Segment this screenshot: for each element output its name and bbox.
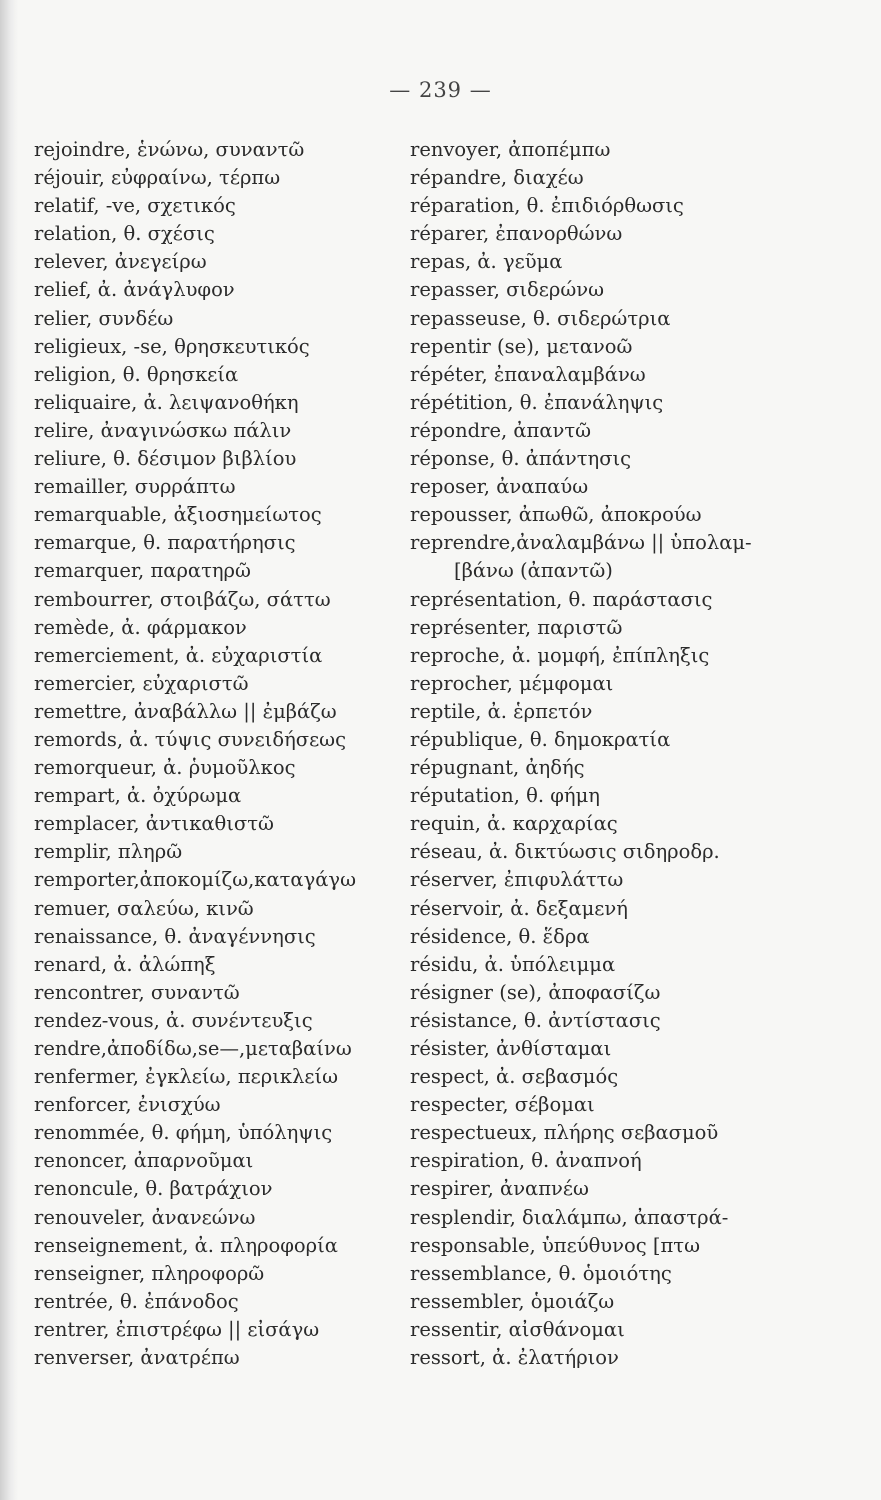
dictionary-entry: renommée, θ. φήμη, ὑπόληψις	[34, 1121, 333, 1145]
dictionary-entry: repentir (se), μετανοῶ	[410, 334, 633, 358]
dictionary-entry: rendez-vous, ἀ. συνέντευξις	[34, 1008, 313, 1032]
dictionary-entry: remerciement, ἀ. εὐχαριστία	[34, 643, 323, 667]
dictionary-entry: répugnant, ἀηδής	[410, 756, 585, 780]
dictionary-entry: renseigner, πληροφορῶ	[34, 1261, 265, 1285]
dictionary-entry: ressentir, αἰσθάνομαι	[410, 1317, 625, 1341]
dictionary-entry: résidence, θ. ἕδρα	[410, 924, 590, 948]
dictionary-entry: résidu, ἀ. ὑπόλειμμα	[410, 952, 616, 976]
dictionary-entry: religion, θ. θρησκεία	[34, 362, 239, 386]
dictionary-entry: relief, ἀ. ἀνάγλυφον	[34, 278, 235, 302]
dictionary-entry: renoncer, ἀπαρνοῦμαι	[34, 1149, 254, 1173]
dictionary-entry: reliquaire, ἀ. λειψανοθήκη	[34, 390, 299, 414]
dictionary-entry: reproche, ἀ. μομφή, ἐπίπληξις	[410, 643, 710, 667]
dictionary-entry: renforcer, ἐνισχύω	[34, 1093, 221, 1117]
dictionary-entry: repasseuse, θ. σιδερώτρια	[410, 306, 671, 330]
dictionary-entry: remords, ἀ. τύψις συνειδήσεως	[34, 727, 346, 751]
dictionary-entry: renouveler, ἀνανεώνω	[34, 1205, 256, 1229]
dictionary-entry: remporter,ἀποκομίζω,καταγάγω	[34, 868, 356, 892]
dictionary-entry: remède, ἀ. φάρμακον	[34, 615, 247, 639]
dictionary-entry: rentrée, θ. ἐπάνοδος	[34, 1289, 239, 1313]
dictionary-entry: rempart, ἀ. ὀχύρωμα	[34, 784, 242, 808]
dictionary-entry: remettre, ἀναβάλλω || ἐμβάζω	[34, 699, 337, 723]
dictionary-entry: renard, ἀ. ἀλώπηξ	[34, 952, 216, 976]
dictionary-entry: représentation, θ. παράστασις	[410, 587, 713, 611]
dictionary-entry: relatif, -ve, σχετικός	[34, 194, 236, 218]
dictionary-entry: resplendir, διαλάμπω, ἀπαστρά-	[410, 1205, 729, 1229]
dictionary-entry: renoncule, θ. βατράχιον	[34, 1177, 273, 1201]
dictionary-entry: remplir, πληρῶ	[34, 840, 183, 864]
dictionary-entry: rendre,ἀποδίδω,se—,μεταβαίνω	[34, 1037, 352, 1060]
dictionary-entry: renverser, ἀνατρέπω	[34, 1346, 240, 1370]
dictionary-entry: remorqueur, ἀ. ῥυμοῦλκος	[34, 756, 296, 780]
dictionary-entry: remarquable, ἀξιοσημείωτος	[34, 503, 322, 527]
dictionary-entry: renseignement, ἀ. πληροφορία	[34, 1233, 338, 1257]
dictionary-entry: réserver, ἐπιφυλάττω	[410, 868, 624, 892]
dictionary-entry: remarquer, παρατηρῶ	[34, 559, 251, 583]
dictionary-entry: renaissance, θ. ἀναγέννησις	[34, 924, 316, 948]
dictionary-entry: responsable, ὑπεύθυνος [πτω	[410, 1233, 700, 1257]
dictionary-entry: respectueux, πλήρης σεβασμοῦ	[410, 1121, 719, 1145]
dictionary-entry: rejoindre, ἑνώνω, συναντῶ	[34, 138, 305, 161]
dictionary-entry: repousser, ἀπωθῶ, ἀποκρούω	[410, 503, 702, 527]
dictionary-entry: [βάνω (ἀπαντῶ)	[454, 559, 613, 583]
dictionary-entry: réseau, ἀ. δικτύωσις σιδηροδρ.	[410, 840, 720, 864]
dictionary-entry: respect, ἀ. σεβασμός	[410, 1065, 619, 1089]
dictionary-entry: respiration, θ. ἀναπνοή	[410, 1149, 642, 1173]
dictionary-entry: remarque, θ. παρατήρησις	[34, 531, 296, 555]
dictionary-entry: répéter, ἐπαναλαμβάνω	[410, 362, 646, 386]
dictionary-entry: remuer, σαλεύω, κινῶ	[34, 896, 254, 920]
dictionary-entry: relever, ἀνεγείρω	[34, 250, 207, 274]
dictionary-entry: reposer, ἀναπαύω	[410, 475, 589, 499]
dictionary-entry: religieux, -se, θρησκευτικός	[34, 334, 310, 358]
dictionary-entry: résigner (se), ἀποφασίζω	[410, 980, 661, 1004]
dictionary-entry: répétition, θ. ἐπανάληψις	[410, 390, 664, 414]
dictionary-entry: repasser, σιδερώνω	[410, 278, 605, 302]
dictionary-entry: reprendre,ἀναλαμβάνω || ὑπολαμ-	[410, 531, 752, 555]
dictionary-entry: renvoyer, ἀποπέμπω	[410, 138, 611, 161]
left-column	[34, 136, 406, 1372]
dictionary-entry: reliure, θ. δέσιμον βιβλίου	[34, 447, 297, 471]
dictionary-entry: représenter, παριστῶ	[410, 615, 623, 639]
page-number: — 239 —	[389, 78, 492, 102]
dictionary-entry: requin, ἀ. καρχαρίας	[410, 812, 618, 836]
dictionary-entry: résister, ἀνθίσταμαι	[410, 1037, 612, 1060]
right-column	[410, 136, 830, 1372]
dictionary-entry: respecter, σέβομαι	[410, 1093, 595, 1117]
dictionary-entry: répandre, διαχέω	[410, 166, 584, 190]
dictionary-entry: respirer, ἀναπνέω	[410, 1177, 589, 1201]
dictionary-entry: remercier, εὐχαριστῶ	[34, 671, 249, 695]
dictionary-entry: reprocher, μέμφομαι	[410, 671, 614, 695]
dictionary-entry: réputation, θ. φήμη	[410, 784, 600, 808]
dictionary-entry: reptile, ἀ. ἑρπετόν	[410, 699, 593, 723]
dictionary-entry: ressembler, ὁμοιάζω	[410, 1289, 615, 1313]
dictionary-entry: rencontrer, συναντῶ	[34, 980, 240, 1004]
dictionary-entry: rembourrer, στοιβάζω, σάττω	[34, 587, 331, 611]
dictionary-entry: rentrer, ἐπιστρέφω || εἰσάγω	[34, 1317, 320, 1341]
dictionary-entry: réponse, θ. ἀπάντησις	[410, 447, 632, 471]
dictionary-entry: relation, θ. σχέσις	[34, 222, 215, 246]
dictionary-entry: république, θ. δημοκρατία	[410, 727, 671, 751]
dictionary-entry: ressort, ἀ. ἐλατήριον	[410, 1346, 619, 1370]
dictionary-entry: réservoir, ἀ. δεξαμενή	[410, 896, 628, 920]
dictionary-entry: remplacer, ἀντικαθιστῶ	[34, 812, 274, 836]
dictionary-entry: réparation, θ. ἐπιδιόρθωσις	[410, 194, 684, 218]
dictionary-entry: relier, συνδέω	[34, 306, 174, 330]
dictionary-entry: résistance, θ. ἀντίστασις	[410, 1008, 661, 1032]
dictionary-entry: remailler, συρράπτω	[34, 475, 236, 499]
dictionary-entry: relire, ἀναγινώσκω πάλιν	[34, 418, 292, 442]
dictionary-entry: réjouir, εὐφραίνω, τέρπω	[34, 166, 281, 190]
page-binding-edge	[0, 0, 18, 1500]
dictionary-entry: réparer, ἐπανορθώνω	[410, 222, 623, 246]
dictionary-entry: ressemblance, θ. ὁμοιότης	[410, 1261, 672, 1285]
dictionary-entry: repas, ἀ. γεῦμα	[410, 250, 563, 274]
dictionary-entry: répondre, ἀπαντῶ	[410, 418, 592, 442]
dictionary-entry: renfermer, ἐγκλείω, περικλείω	[34, 1065, 339, 1089]
